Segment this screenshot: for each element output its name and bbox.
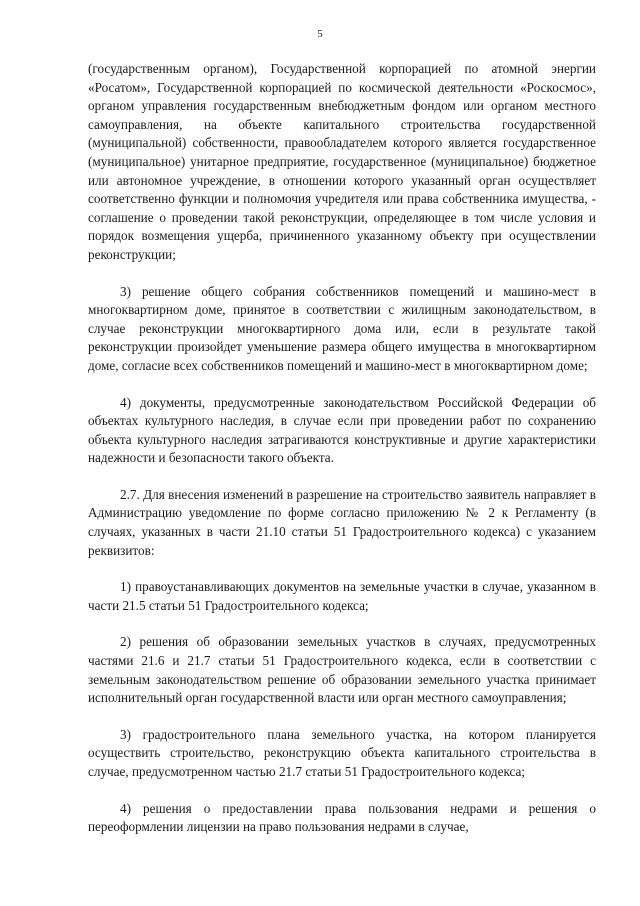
paragraph-sub-2: 2) решения об образовании земельных участков в случаях, предусмотренных частями 21.6 и 21.7 статьи 51 Градостроительного кодекса, если в соответствии с земельным законодательством решение об образовании земельного участка принимает исполнительный орган государственной власти или орган местного самоуправления; — [88, 634, 596, 706]
page-number: 5 — [317, 28, 323, 40]
paragraph-sub-4: 4) решения о предоставлении права пользования недрами и решения о переоформлении лицензии на право пользования недрами в случае, — [88, 800, 596, 835]
paragraph-item-4-heritage-docs: 4) документы, предусмотренные законодательством Российской Федерации об объектах культурного наследия, в случае если при проведении работ по сохранению объекта культурного наследия затрагиваются конструктивные и другие характеристики надежности и безопасности такого объекта. — [88, 394, 596, 466]
paragraph-item-3-owners-decision: 3) решение общего собрания собственников помещений и машино-мест в многоквартирном доме, принятое в соответствии с жилищным законодательством, в случае реконструкции многоквартирного дома или, если в результате такой реконструкции произойдет уменьшение размера общего имущества в многоквартирном доме, согласие всех собственников помещений и машино-мест в многоквартирном доме; — [88, 283, 596, 373]
paragraph-sub-3: 3) градостроительного плана земельного участка, на котором планируется осуществить строительство, реконструкцию объекта капитального строительства в случае, предусмотренном частью 21.7 статьи 51 Градостроительного кодекса; — [88, 726, 596, 779]
paragraph-continuation: (государственным органом), Государственной корпорацией по атомной энергии «Росатом», Государственной корпорацией по космической деятельности «Роскосмос», органом управления государственным внебюджетным фондом или органом местного самоуправления, на объекте капитального строительства государственной (муниципальной) собственности, правообладателем которого является государственное (муниципальное) унитарное предприятие, государственное (муниципальное) бюджетное или автономное учреждение, в отношении которого указанный орган осуществляет соответственно функции и полномочия учредителя или права собственника имущества, - соглашение о проведении такой реконструкции, определяющее в том числе условия и порядок возмещения ущерба, причиненного указанному объекту при осуществлении реконструкции; — [88, 61, 596, 262]
document-body — [88, 60, 596, 837]
paragraph-2-7: 2.7. Для внесения изменений в разрешение на строительство заявитель направляет в Администрацию уведомление по форме согласно приложению № 2 к Регламенту (в случаях, указанных в части 21.10 статьи 51 Градостроительного кодекса) с указанием реквизитов: — [88, 486, 596, 558]
paragraph-sub-1: 1) правоустанавливающих документов на земельные участки в случае, указанном в части 21.5 статьи 51 Градостроительного кодекса; — [88, 579, 596, 613]
